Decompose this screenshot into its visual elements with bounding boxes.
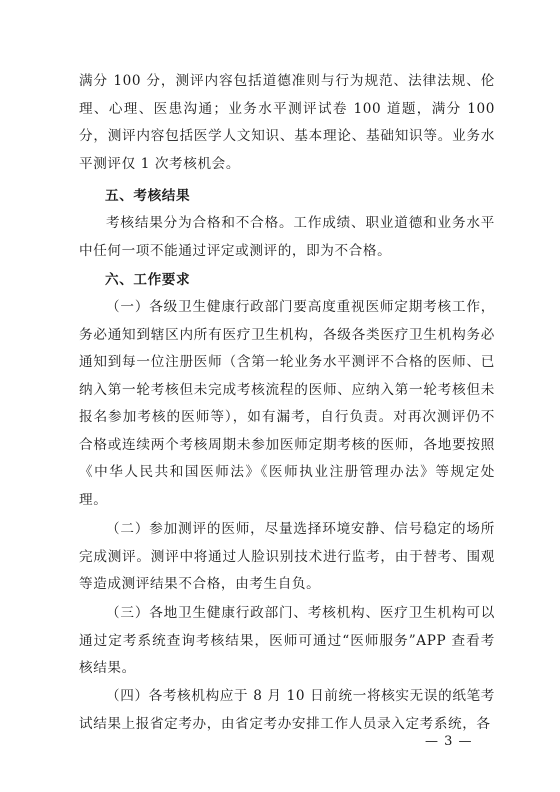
paragraph-requirement-4: （四）各考核机构应于 8 月 10 日前统一将核实无误的纸笔考试结果上报省定考办，由省定考办安排工作人员录入定考系统，各 xyxy=(79,688,495,732)
paragraph-requirement-1: （一）各级卫生健康行政部门要高度重视医师定期考核工作，务必通知到辖区内所有医疗卫生机构，各级各类医疗卫生机构务必通知到每一位注册医师（含第一轮业务水平测评不合格的医师、已纳入第一轮考核但未完成考核流程的医师、应纳入第一轮考核但未报名参加考核的医师等），如有漏考，自行负责。对再次测评仍不合格或连续两个考核周期未参加医师定期考核的医师，各地要按照《中华人民共和国医师法》《医师执业注册管理办法》等规定处理。 xyxy=(79,299,495,508)
page-number: — 3 — xyxy=(425,734,473,749)
paragraph-requirement-2: （二）参加测评的医师，尽量选择环境安静、信号稳定的场所完成测评。测评中将通过人脸识别技术进行监考，由于替考、围观等造成测评结果不合格，由考生自负。 xyxy=(79,521,495,592)
section-heading-results: 五、考核结果 xyxy=(105,188,191,204)
paragraph-results: 考核结果分为合格和不合格。工作成绩、职业道德和业务水平中任何一项不能通过评定或测评的，即为不合格。 xyxy=(79,215,495,259)
paragraph-requirement-3: （三）各地卫生健康行政部门、考核机构、医疗卫生机构可以通过定考系统查询考核结果，医师可通过“医师服务”APP 查看考核结果。 xyxy=(79,605,495,676)
section-heading-requirements: 六、工作要求 xyxy=(105,272,191,288)
paragraph-test-content: 满分 100 分，测评内容包括道德准则与行为规范、法律法规、伦理、心理、医患沟通；业务水平测评试卷 100 道题，满分 100 分，测评内容包括医学人文知识、基本理论、基础知识等。业务水平测评仅 1 次考核机会。 xyxy=(79,73,495,172)
